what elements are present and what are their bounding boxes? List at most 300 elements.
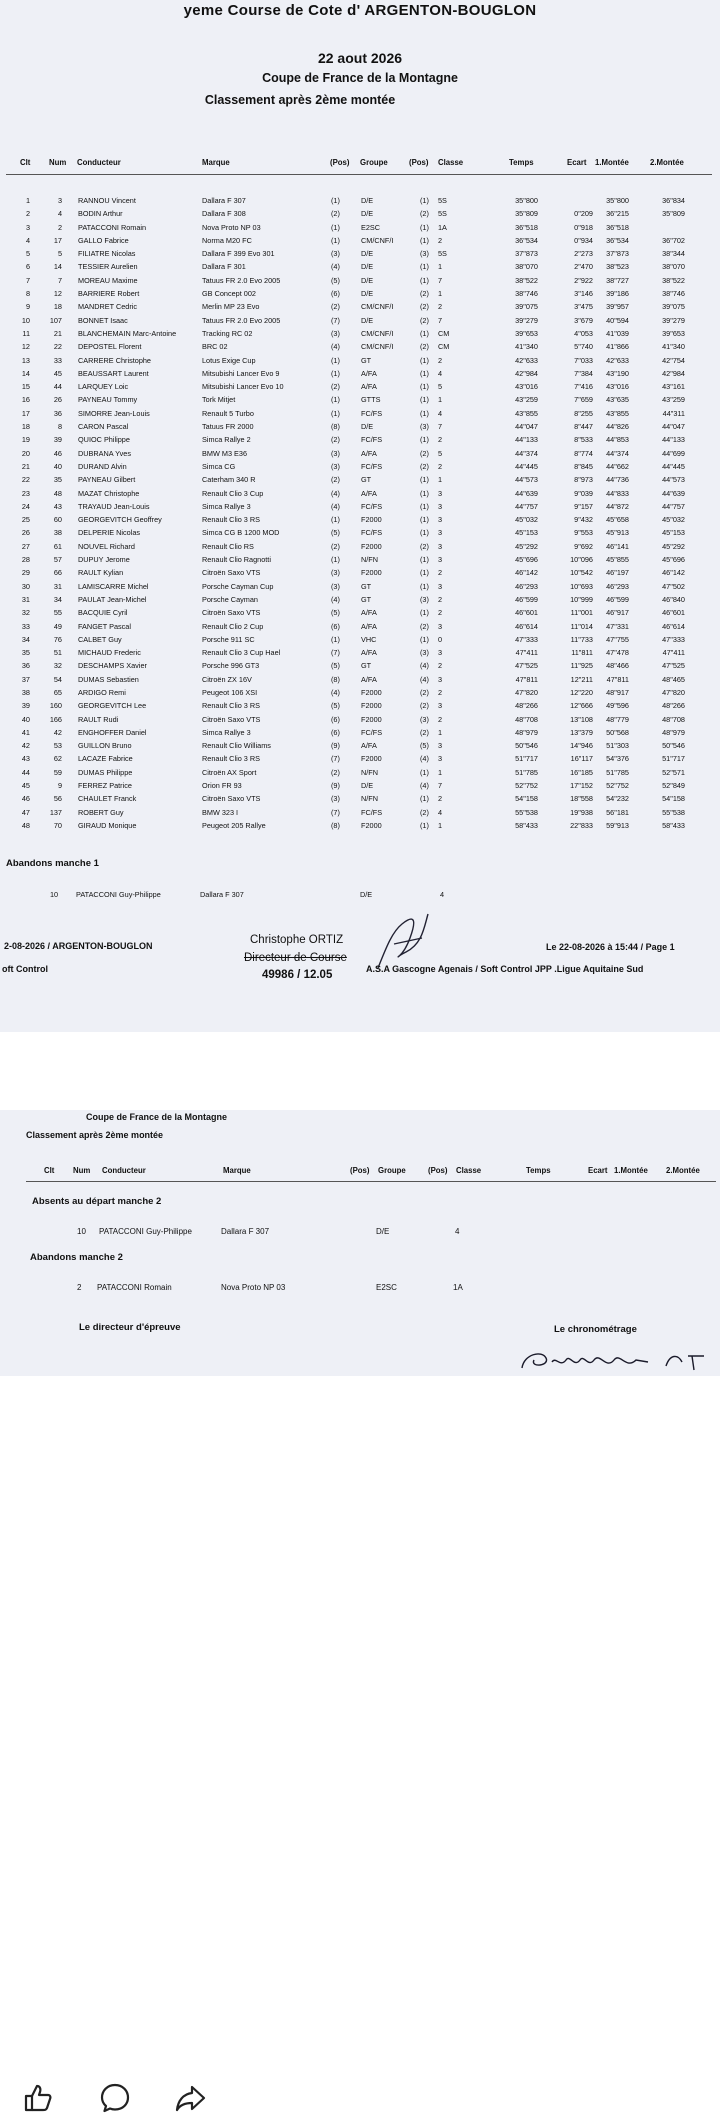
- cell-run1: 46"141: [606, 541, 629, 551]
- cell-gap: 8"255: [574, 408, 593, 418]
- cell-clt: 21: [21, 461, 30, 471]
- organizer: A.S.A Gascogne Agenais / Soft Control JPP .Ligue Aquitaine Sud: [366, 964, 644, 974]
- cell-clt: 14: [21, 368, 30, 378]
- cell-make: Mitsubishi Lancer Evo 10: [202, 382, 284, 392]
- cell-make: Nova Proto NP 03: [202, 222, 261, 232]
- cell-make: Porsche Cayman Cup: [202, 581, 274, 591]
- cell-pos-group: (5): [331, 528, 340, 538]
- cell-time: 43"855: [515, 408, 538, 418]
- p2-col-time: Temps: [526, 1166, 551, 1175]
- cell-time: 52"752: [515, 781, 538, 791]
- cell-class: 2: [438, 794, 443, 804]
- director-title: Directeur de Course: [244, 952, 347, 964]
- cell-pos-class: (2): [420, 315, 429, 325]
- cell-make: Mitsubishi Lancer Evo 9: [202, 368, 280, 378]
- cell-run2: 43"259: [662, 395, 685, 405]
- cell-driver: ROBERT Guy: [78, 807, 124, 817]
- cell-num: 42: [53, 727, 62, 737]
- cell-driver: LARQUEY Loic: [78, 382, 129, 392]
- cell-make: Simca CG B 1200 MOD: [202, 528, 280, 538]
- table-row: [0, 276, 720, 289]
- col-time: Temps: [509, 158, 534, 167]
- cell-pos-class: (1): [420, 767, 429, 777]
- cell-num: 18: [53, 302, 62, 312]
- abandon-num: 10: [50, 890, 59, 899]
- cell-gap: 12"666: [570, 701, 593, 711]
- cell-group: N/FN: [361, 555, 379, 565]
- cell-class: 3: [438, 701, 443, 711]
- cell-num: 51: [53, 648, 62, 658]
- cell-class: 3: [438, 488, 443, 498]
- col-pos-group: (Pos): [330, 158, 350, 167]
- cell-gap: 7"033: [574, 355, 593, 365]
- cell-class: 1: [438, 289, 443, 299]
- cell-pos-class: (3): [420, 422, 429, 432]
- cell-run2: 45"153: [662, 528, 685, 538]
- cell-clt: 19: [21, 435, 30, 445]
- cell-class: CM: [438, 328, 450, 338]
- cell-pos-class: (2): [420, 342, 429, 352]
- cell-run1: 59"913: [606, 820, 629, 830]
- absent-make: Dallara F 307: [221, 1227, 270, 1236]
- cell-num: 49: [53, 621, 62, 631]
- cell-group: A/FA: [361, 741, 377, 751]
- cell-class: 1: [438, 820, 443, 830]
- results-sheet-page-2: [0, 1110, 720, 1376]
- cell-time: 58"433: [515, 820, 538, 830]
- cell-make: Tatuus FR 2.0 Evo 2005: [202, 315, 281, 325]
- cell-driver: DELPERIE Nicolas: [78, 528, 141, 538]
- cell-gap: 11"925: [570, 661, 593, 671]
- cell-make: Renault Clio 2 Cup: [202, 621, 264, 631]
- cell-gap: 8"774: [574, 448, 593, 458]
- cell-run1: 44"853: [606, 435, 629, 445]
- cell-run2: 39"653: [662, 328, 685, 338]
- cell-time: 38"746: [515, 289, 538, 299]
- table-row: [0, 209, 720, 222]
- cell-clt: 6: [25, 262, 30, 272]
- cell-driver: PAYNEAU Tommy: [78, 395, 138, 405]
- cell-time: 37"873: [515, 249, 538, 259]
- cell-make: Renault Clio 3 Cup Hael: [202, 648, 281, 658]
- cell-make: Orion FR 93: [202, 781, 242, 791]
- cell-make: Caterham 340 R: [202, 475, 256, 485]
- cell-make: Citroën ZX 16V: [202, 674, 252, 684]
- cell-gap: 13"108: [570, 714, 593, 724]
- cell-class: 3: [438, 541, 443, 551]
- cell-driver: BODIN Arthur: [78, 209, 123, 219]
- cell-group: CM/CNF/I: [361, 328, 394, 338]
- cell-pos-group: (7): [331, 648, 340, 658]
- cell-run2: 44"757: [662, 501, 685, 511]
- abandon-make: Dallara F 307: [200, 890, 244, 899]
- cell-group: GT: [361, 594, 372, 604]
- cell-run1: 47"811: [606, 674, 629, 684]
- cell-time: 50"546: [515, 741, 538, 751]
- cell-class: 3: [438, 754, 443, 764]
- cell-gap: 8"845: [574, 461, 593, 471]
- comment-icon[interactable]: [99, 2082, 131, 2114]
- cell-make: Peugeot 205 Rallye: [202, 820, 266, 830]
- cell-make: Dallara F 308: [202, 209, 246, 219]
- abandon2-class: 1A: [453, 1283, 463, 1292]
- cell-group: FC/FS: [361, 807, 383, 817]
- page2-cup: Coupe de France de la Montagne: [86, 1112, 228, 1122]
- cell-pos-class: (1): [420, 475, 429, 485]
- cell-pos-class: (3): [420, 249, 429, 259]
- cell-driver: DESCHAMPS Xavier: [78, 661, 147, 671]
- cell-driver: SIMORRE Jean-Louis: [78, 408, 150, 418]
- p2-col-run1: 1.Montée: [614, 1166, 648, 1175]
- cell-driver: DUPUY Jerome: [78, 555, 130, 565]
- cell-group: D/E: [361, 781, 374, 791]
- table-row: [0, 289, 720, 302]
- cell-run2: 44"133: [662, 435, 685, 445]
- table-row: [0, 329, 720, 342]
- cell-gap: 2"470: [574, 262, 593, 272]
- cell-run2: 45"696: [662, 555, 685, 565]
- abandons-run1-label: Abandons manche 1: [6, 858, 99, 869]
- cell-class: 5S: [438, 249, 447, 259]
- table-row: [0, 768, 720, 781]
- cell-run1: 39"186: [606, 289, 629, 299]
- cell-driver: RANNOU Vincent: [78, 196, 136, 205]
- cell-time: 47"333: [515, 634, 538, 644]
- cell-gap: 2"273: [574, 249, 593, 259]
- cell-num: 14: [53, 262, 62, 272]
- cell-num: 9: [57, 781, 62, 791]
- cell-time: 51"785: [515, 767, 538, 777]
- cell-driver: DUBRANA Yves: [78, 448, 131, 458]
- footer-event: 2-08-2026 / ARGENTON-BOUGLON: [4, 941, 153, 951]
- cell-num: 48: [53, 488, 62, 498]
- cell-clt: 33: [21, 621, 30, 631]
- cell-run1: 44"833: [606, 488, 629, 498]
- cell-clt: 46: [21, 794, 30, 804]
- cell-class: 2: [438, 435, 443, 445]
- table-row: [0, 223, 720, 236]
- cell-make: BRC 02: [202, 342, 228, 352]
- event-date: 22 aout 2026: [317, 50, 403, 66]
- table-row: [0, 515, 720, 528]
- cell-clt: 36: [21, 661, 30, 671]
- cell-run1: 48"917: [606, 687, 629, 697]
- cell-run2: 46"840: [662, 594, 685, 604]
- cell-num: 7: [57, 275, 62, 285]
- cell-clt: 44: [21, 767, 30, 777]
- cell-num: 107: [49, 315, 62, 325]
- cell-class: 5S: [438, 209, 447, 219]
- cell-run1: 46"293: [606, 581, 629, 591]
- cell-pos-class: (1): [420, 634, 429, 644]
- cell-run1: 40"594: [606, 315, 629, 325]
- cell-group: N/FN: [361, 767, 379, 777]
- cell-run2: 48"465: [662, 674, 685, 684]
- cell-driver: CARRERE Christophe: [78, 355, 151, 365]
- cell-driver: TRAYAUD Jean-Louis: [78, 501, 150, 511]
- cell-num: 12: [53, 289, 62, 299]
- cell-num: 31: [53, 581, 62, 591]
- cell-gap: 2"922: [574, 275, 593, 285]
- cell-num: 70: [53, 820, 62, 830]
- cell-gap: 7"384: [574, 368, 593, 378]
- abandon2-label: Abandons manche 2: [30, 1252, 123, 1263]
- cell-run1: 43"016: [606, 382, 629, 392]
- cell-time: 36"518: [515, 222, 538, 232]
- cell-run2: 45"292: [662, 541, 685, 551]
- cell-driver: NOUVEL Richard: [78, 541, 135, 551]
- p2-col-group: Groupe: [378, 1166, 406, 1175]
- cell-clt: 39: [21, 701, 30, 711]
- soft-control: oft Control: [2, 964, 48, 974]
- cell-pos-group: (8): [331, 674, 340, 684]
- cell-make: Renault Clio Ragnotti: [202, 555, 271, 565]
- cell-clt: 42: [21, 741, 30, 751]
- cell-group: F2000: [361, 687, 382, 697]
- cell-time: 38"070: [515, 262, 538, 272]
- cell-group: D/E: [361, 422, 374, 432]
- cell-time: 47"811: [515, 674, 538, 684]
- cell-make: Renault Clio 3 RS: [202, 754, 260, 764]
- cell-pos-class: (4): [420, 754, 429, 764]
- cell-time: 42"984: [515, 368, 538, 378]
- cell-group: GT: [361, 475, 372, 485]
- cell-time: 47"411: [515, 648, 538, 658]
- cell-run2: 42"984: [662, 368, 685, 378]
- cell-pos-group: (2): [331, 302, 340, 312]
- cell-driver: DEPOSTEL Florent: [78, 342, 142, 352]
- cell-clt: 8: [25, 289, 30, 299]
- cell-pos-group: (3): [331, 448, 340, 458]
- cell-gap: 3"146: [574, 289, 593, 299]
- cell-num: 59: [53, 767, 62, 777]
- cell-gap: 16"185: [570, 767, 593, 777]
- abandon2-make: Nova Proto NP 03: [221, 1283, 286, 1292]
- table-row: [0, 555, 720, 568]
- cell-time: 43"016: [515, 382, 538, 392]
- cell-driver: GEORGEVITCH Geoffrey: [78, 515, 162, 525]
- cell-run2: 47"333: [662, 634, 685, 644]
- cell-run1: 46"599: [606, 594, 629, 604]
- cell-class: 1A: [438, 222, 447, 232]
- cell-pos-class: (1): [420, 608, 429, 618]
- cell-run2: 46"614: [662, 621, 685, 631]
- cell-class: 3: [438, 555, 443, 565]
- cell-num: 53: [53, 741, 62, 751]
- cell-make: Tatuus FR 2000: [202, 422, 254, 432]
- cell-make: Porsche Cayman: [202, 594, 258, 604]
- p2-col-num: Num: [73, 1166, 91, 1175]
- cell-class: 1: [438, 262, 443, 272]
- cell-time: 45"153: [515, 528, 538, 538]
- abandon2-driver: PATACCONI Romain: [97, 1283, 172, 1292]
- cell-num: 60: [53, 515, 62, 525]
- cell-time: 48"266: [515, 701, 538, 711]
- cell-group: A/FA: [361, 674, 377, 684]
- cell-num: 5: [57, 249, 62, 259]
- cell-num: 61: [53, 541, 62, 551]
- abandon-group: D/E: [360, 890, 373, 899]
- table-row: [0, 302, 720, 315]
- table-row: [0, 435, 720, 448]
- cell-time: 44"757: [515, 501, 538, 511]
- cell-clt: 18: [21, 422, 30, 432]
- cell-time: 45"292: [515, 541, 538, 551]
- cell-run2: 38"522: [662, 275, 685, 285]
- col-run1: 1.Montée: [595, 158, 629, 167]
- cell-gap: 0"209: [574, 209, 593, 219]
- cell-clt: 7: [25, 275, 30, 285]
- abandon-driver: PATACCONI Guy-Philippe: [76, 890, 161, 899]
- cell-time: 47"525: [515, 661, 538, 671]
- cell-time: 44"133: [515, 435, 538, 445]
- col-num: Num: [49, 158, 67, 167]
- cell-pos-class: (2): [420, 302, 429, 312]
- cell-clt: 38: [21, 687, 30, 697]
- cell-pos-class: (5): [420, 741, 429, 751]
- cell-run1: 56"181: [606, 807, 629, 817]
- cell-pos-group: (4): [331, 342, 340, 352]
- cell-pos-group: (5): [331, 608, 340, 618]
- cell-pos-group: (3): [331, 328, 340, 338]
- share-icon[interactable]: [174, 2082, 206, 2114]
- cell-gap: 10"542: [570, 568, 593, 578]
- table-row: [0, 249, 720, 262]
- col-class: Classe: [438, 158, 464, 167]
- cell-clt: 34: [21, 634, 30, 644]
- cell-clt: 47: [21, 807, 30, 817]
- cell-class: 5: [438, 382, 443, 392]
- like-icon[interactable]: [22, 2082, 54, 2114]
- cell-run1: 36"215: [606, 209, 629, 219]
- cell-pos-group: (1): [331, 395, 340, 405]
- cell-pos-group: (1): [331, 634, 340, 644]
- cell-group: D/E: [361, 289, 374, 299]
- cell-pos-group: (9): [331, 741, 340, 751]
- cell-pos-group: (8): [331, 820, 340, 830]
- cell-group: E2SC: [361, 222, 381, 232]
- cell-gap: 9"157: [574, 501, 593, 511]
- cell-class: 3: [438, 741, 443, 751]
- cell-time: 39"653: [515, 328, 538, 338]
- cell-num: 166: [49, 714, 62, 724]
- table-row: [0, 635, 720, 648]
- cell-gap: 5"740: [574, 342, 593, 352]
- cell-group: GT: [361, 581, 372, 591]
- cell-gap: 4"053: [574, 328, 593, 338]
- cell-make: Renault Clio 3 RS: [202, 701, 260, 711]
- cell-num: 76: [53, 634, 62, 644]
- col-clt: Clt: [20, 158, 31, 167]
- cell-driver: MOREAU Maxime: [78, 275, 138, 285]
- cell-pos-class: (1): [420, 501, 429, 511]
- cell-run2: 44"699: [662, 448, 685, 458]
- cell-class: 4: [438, 368, 443, 378]
- cell-time: 39"279: [515, 315, 538, 325]
- cell-run2: 44"639: [662, 488, 685, 498]
- p2-col-run2: 2.Montée: [666, 1166, 700, 1175]
- cell-make: Renault Clio 3 RS: [202, 515, 260, 525]
- cell-driver: MAZAT Christophe: [78, 488, 140, 498]
- cell-pos-group: (4): [331, 262, 340, 272]
- cell-make: Citroën Saxo VTS: [202, 714, 261, 724]
- cell-pos-class: (1): [420, 235, 429, 245]
- table-row: [0, 528, 720, 541]
- cell-run2: 55"538: [662, 807, 685, 817]
- cell-pos-class: (1): [420, 568, 429, 578]
- cell-driver: FILIATRE Nicolas: [78, 249, 136, 259]
- cell-pos-group: (1): [331, 196, 340, 205]
- cell-run1: 42"633: [606, 355, 629, 365]
- cell-driver: MANDRET Cedric: [78, 302, 138, 312]
- cell-gap: 16"117: [570, 754, 593, 764]
- cell-class: 3: [438, 501, 443, 511]
- table-row: [0, 382, 720, 395]
- cell-group: GTTS: [361, 395, 381, 405]
- table-row: [0, 648, 720, 661]
- cell-driver: BARRIERE Robert: [78, 289, 140, 299]
- cell-run1: 38"523: [606, 262, 629, 272]
- results-table: [0, 196, 720, 834]
- cell-class: 2: [438, 568, 443, 578]
- table-row: [0, 754, 720, 767]
- cell-pos-group: (2): [331, 541, 340, 551]
- cell-pos-group: (6): [331, 621, 340, 631]
- cell-pos-group: (3): [331, 568, 340, 578]
- cell-make: Dallara F 307: [202, 196, 246, 205]
- cell-pos-class: (1): [420, 488, 429, 498]
- cell-group: D/E: [361, 209, 374, 219]
- cell-group: N/FN: [361, 794, 379, 804]
- cell-driver: QUIOC Philippe: [78, 435, 130, 445]
- cell-num: 26: [53, 395, 62, 405]
- abandon2-num: 2: [77, 1283, 82, 1292]
- cell-pos-class: (2): [420, 461, 429, 471]
- cell-pos-group: (2): [331, 382, 340, 392]
- cell-pos-group: (1): [331, 408, 340, 418]
- cell-clt: 31: [21, 594, 30, 604]
- cell-pos-group: (4): [331, 594, 340, 604]
- cell-make: BMW M3 E36: [202, 448, 248, 458]
- cell-gap: 8"533: [574, 435, 593, 445]
- cell-pos-class: (3): [420, 714, 429, 724]
- cell-run1: 45"913: [606, 528, 629, 538]
- cell-run1: 54"232: [606, 794, 629, 804]
- results-sheet-page-1: [0, 0, 720, 1032]
- cell-num: 4: [57, 209, 62, 219]
- cell-run2: 52"571: [662, 767, 685, 777]
- cell-driver: LACAZE Fabrice: [78, 754, 133, 764]
- cell-pos-group: (1): [331, 235, 340, 245]
- cell-class: 2: [438, 608, 443, 618]
- cell-make: Citroën Saxo VTS: [202, 794, 261, 804]
- cell-time: 47"820: [515, 687, 538, 697]
- cell-class: 1: [438, 395, 443, 405]
- cell-pos-group: (1): [331, 515, 340, 525]
- cell-run1: 48"779: [606, 714, 629, 724]
- cell-run1: 44"736: [606, 475, 629, 485]
- cell-pos-class: (1): [420, 196, 429, 205]
- cell-time: 54"158: [515, 794, 538, 804]
- cell-class: 2: [438, 687, 443, 697]
- cell-class: 7: [438, 422, 443, 432]
- cell-time: 41"340: [515, 342, 538, 352]
- cell-driver: DURAND Alvin: [78, 461, 127, 471]
- cell-gap: 12"211: [570, 674, 593, 684]
- header-divider: [6, 174, 712, 175]
- page2-standing: Classement après 2ème montée: [26, 1130, 164, 1140]
- cell-make: Peugeot 106 XSI: [202, 687, 258, 697]
